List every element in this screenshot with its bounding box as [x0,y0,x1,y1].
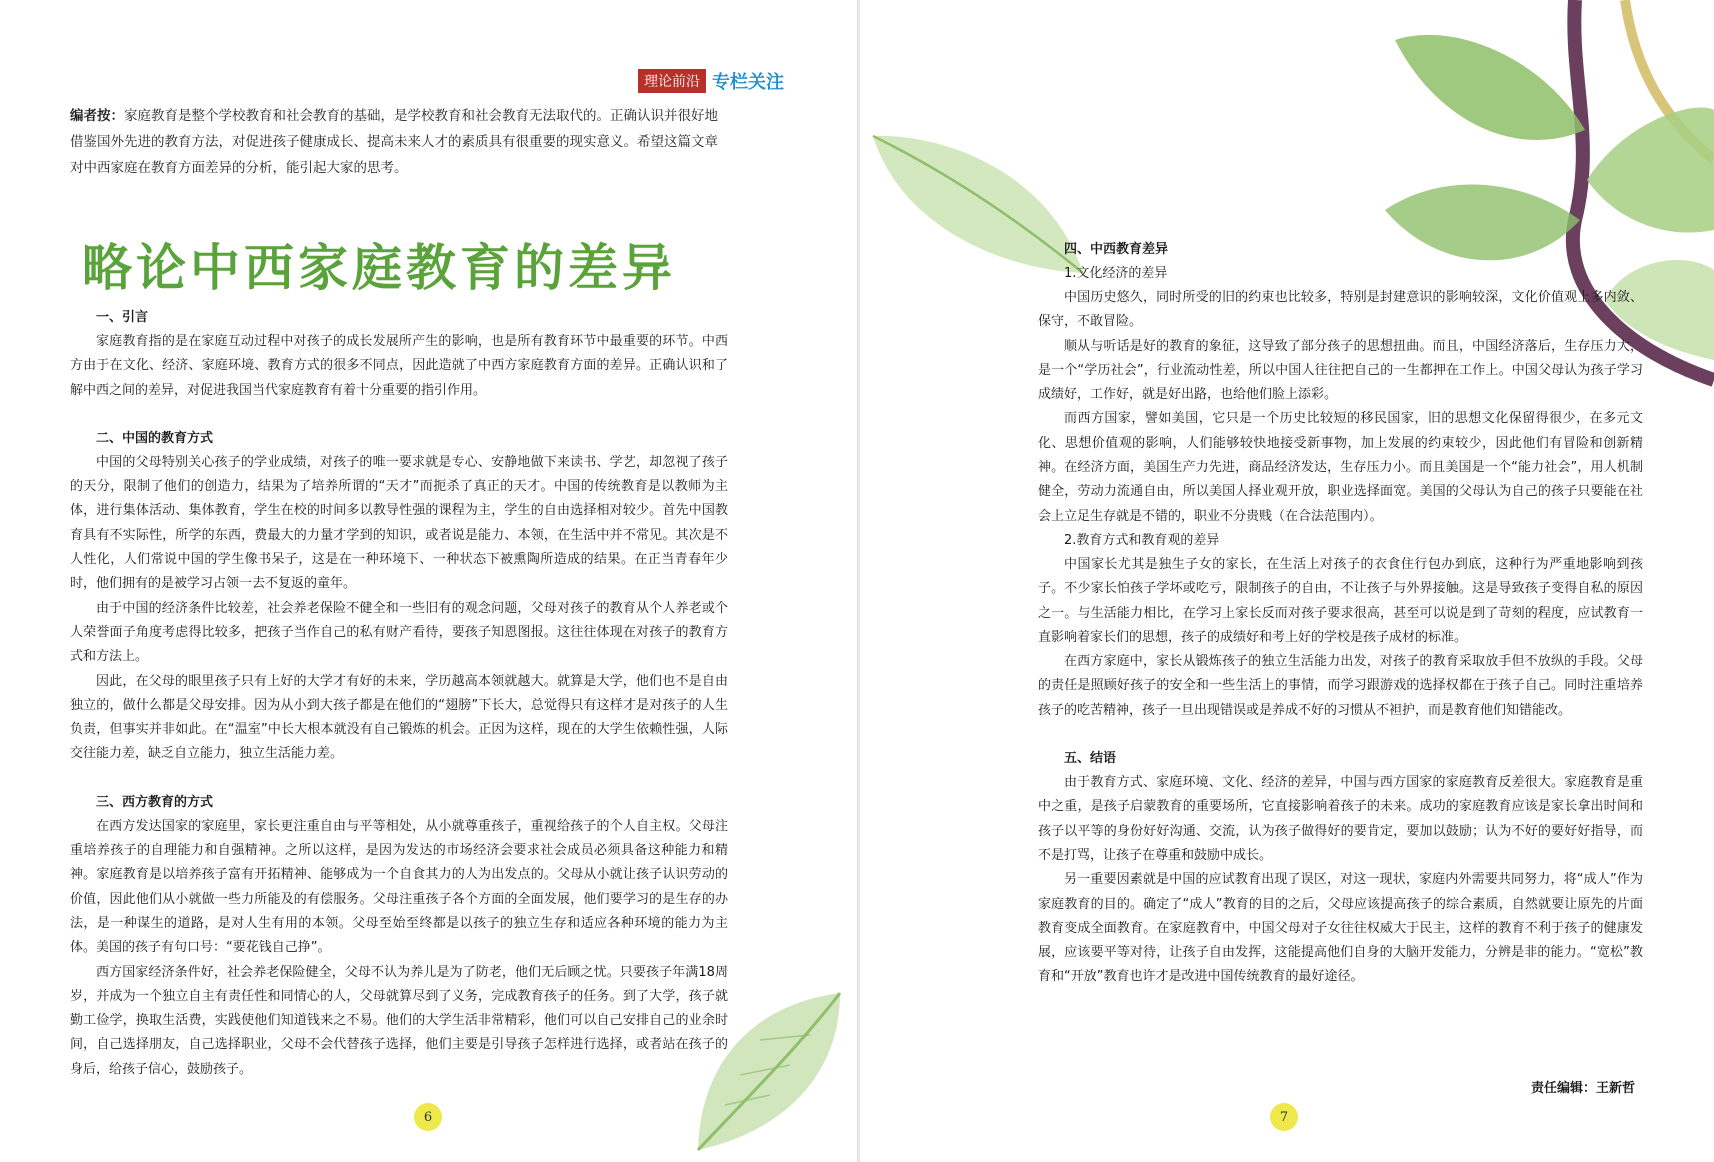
section-heading: 五、结语 [1064,751,1117,767]
editor-credit: 责任编辑：王新哲 [1531,1081,1636,1096]
section-heading: 三、西方教育的方式 [96,794,214,810]
section-heading: 四、中西教育差异 [1064,242,1169,257]
subsection-heading: 2.教育方式和教育观的差异 [1064,532,1220,548]
paragraph: 在西方家庭中，家长从锻炼孩子的独立生活能力出发，对孩子的教育采取放手但不放纵的手段。父母的责任是照顾好孩子的安全和一些生活上的事情，而学习跟游戏的选择权都在于孩子自己。同时注重培养孩子的吃苦精神，孩子一旦出现错误或是养成不好的习惯从不袒护，而是教育他们知错能改。 [1038,654,1643,718]
left-body [70,306,728,1082]
right-page [860,0,1714,1162]
paragraph: 顺从与听话是好的教育的象征，这导致了部分孩子的思想扭曲。而且，中国经济落后，生存压力大，是一个“学历社会”，行业流动性差，所以中国人往往把自己的一生都押在工作上。中国父母认为孩子学习成绩好，工作好，就是好出路，也给他们脸上添彩。 [1038,338,1643,403]
paragraph: 中国的父母特别关心孩子的学业成绩，对孩子的唯一要求就是专心、安静地做下来读书、学艺，却忽视了孩子的天分，限制了他们的创造力，结果为了培养所谓的“天才”而扼杀了真正的天才。中国的传统教育是以教师为主体，进行集体活动、集体教育，学生在校的时间多以教导性强的课程为主，学生的自由选择相对较少。首先中国教育具有不实际性，所学的东西，费最大的力量才学到的知识，或者说是能力、本领，在生活中并不常见。其次是不人性化，人们常说中国的学生像书呆子，这是在一种环境下、一种状态下被熏陶所造成的结果。在正当青春年少时，他们拥有的是被学习占领一去不复返的童年。 [70,454,728,592]
section-tag: 理论前沿 [638,69,706,93]
paragraph: 在西方发达国家的家庭里，家长更注重自由与平等相处，从小就尊重孩子，重视给孩子的个人自主权。父母注重培养孩子的自理能力和自强精神。之所以这样，是因为发达的市场经济会要求社会成员必须具备这种能力和精神。家庭教育是以培养孩子富有开拓精神、能够成为一个自食其力的人为出发点的。父母从小就让孩子认识劳动的价值，因此他们从小就做一些力所能及的有偿服务。父母注重孩子各个方面的全面发展，他们要学习的是生存的办法，是一种谋生的道路，是对人生有用的本领。父母至始至终都是以孩子的独立生存和适应各种环境的能力为主体。美国的孩子有句口号：“要花钱自己挣”。 [70,818,728,956]
paragraph: 另一重要因素就是中国的应试教育出现了误区，对这一现状，家庭内外需要共同努力，将“成人”作为家庭教育的目的。确定了“成人”教育的目的之后，父母应该提高孩子的综合素质，自然就要让原先的片面教育变成全面教育。在家庭教育中，中国父母对子女往往权威大于民主，这样的教育不利于孩子的健康发展，应该要平等对待，让孩子自由发挥，这能提高他们自身的大脑开发能力，分辨是非的能力。“宽松”教育和“开放”教育也许才是改进中国传统教育的最好途径。 [1038,872,1643,985]
column-tag [638,68,784,94]
paragraph: 因此，在父母的眼里孩子只有上好的大学才有好的未来，学历越高本领就越大。就算是大学，他们也不是自由独立的，做什么都是父母安排。因为从小到大孩子都是在他们的“翅膀”下长大，总觉得只有这样才是对孩子的人生负责，但事实并非如此。在“温室”中长大根本就没有自己锻炼的机会。正因为这样，现在的大学生依赖性强，人际交往能力差，缺乏自立能力，独立生活能力差。 [70,673,728,762]
page-number: 7 [1270,1103,1298,1131]
paragraph: 由于中国的经济条件比较差，社会养老保险不健全和一些旧有的观念问题，父母对孩子的教育从个人养老或个人荣誉面子角度考虑得比较多，把孩子当作自己的私有财产看待，要孩子知恩图报。这往往体现在对孩子的教育方式和方法上。 [70,600,728,665]
page-number: 6 [414,1103,442,1131]
editor-note [70,103,730,181]
article-title: 略论中西家庭教育的差异 [82,238,676,297]
section-heading: 一、引言 [96,310,149,325]
paragraph: 西方国家经济条件好，社会养老保险健全，父母不认为养儿是为了防老，他们无后顾之忧。只要孩子年满18周岁，并成为一个独立自主有责任性和同情心的人，父母就算尽到了义务，完成教育孩子的任务。到了大学，孩子就勤工俭学，换取生活费，实践使他们知道钱来之不易。他们的大学生活非常精彩，他们可以自己安排自己的业余时间，自己选择朋友，自己选择职业，父母不会代替孩子选择，他们主要是引导孩子怎样进行选择，或者站在孩子的身后，给孩子信心，鼓励孩子。 [70,964,728,1077]
right-body [1038,238,1643,990]
leaf-decoration-icon [690,985,860,1160]
editor-note-text: 家庭教育是整个学校教育和社会教育的基础，是学校教育和社会教育无法取代的。正确认识并很好地借鉴国外先进的教育方法，对促进孩子健康成长、提高未来人才的素质具有很重要的现实意义。希望这篇文章对中西家庭在教育方面差异的分析，能引起大家的思考。 [70,108,718,176]
column-tag-label: 专栏关注 [712,72,784,93]
editor-note-label: 编者按： [70,108,124,124]
paragraph: 中国家长尤其是独生子女的家长，在生活上对孩子的衣食住行包办到底，这种行为严重地影响到孩子。不少家长怕孩子学坏或吃亏，限制孩子的自由，不让孩子与外界接触。这是导致孩子变得自私的原因之一。与生活能力相比，在学习上家长反而对孩子要求很高，甚至可以说是到了苛刻的程度，应试教育一直影响着家长们的思想，孩子的成绩好和考上好的学校是孩子成材的标准。 [1038,556,1643,645]
subsection-heading: 1.文化经济的差异 [1064,266,1168,281]
paragraph: 而西方国家，譬如美国，它只是一个历史比较短的移民国家，旧的思想文化保留得很少，在多元文化、思想价值观的影响，人们能够较快地接受新事物，加上发展的约束较少，因此他们有冒险和创新精神。在经济方面，美国生产力先进，商品经济发达，生存压力小。而且美国是一个“能力社会”，用人机制健全，劳动力流通自由，所以美国人择业观开放，职业选择面宽。美国的父母认为自己的孩子只要能在社会上立足生存就是不错的，职业不分贵贱（在合法范围内）。 [1038,411,1643,524]
paragraph: 家庭教育指的是在家庭互动过程中对孩子的成长发展所产生的影响，也是所有教育环节中最重要的环节。中西方由于在文化、经济、家庭环境、教育方式的很多不同点，因此造就了中西方家庭教育方面的差异。正确认识和了解中西之间的差异，对促进我国当代家庭教育有着十分重要的指引作用。 [70,334,728,398]
paragraph: 中国历史悠久，同时所受的旧的约束也比较多，特别是封建意识的影响较深，文化价值观上多内敛、保守，不敢冒险。 [1038,290,1643,330]
section-heading: 二、中国的教育方式 [96,430,214,446]
paragraph: 由于教育方式、家庭环境、文化、经济的差异，中国与西方国家的家庭教育反差很大。家庭教育是重中之重，是孩子启蒙教育的重要场所，它直接影响着孩子的未来。成功的家庭教育应该是家长拿出时间和孩子以平等的身份好好沟通、交流，认为孩子做得好的要肯定，要加以鼓励；认为不好的要好好指导，而不是打骂，让孩子在尊重和鼓励中成长。 [1038,775,1643,863]
